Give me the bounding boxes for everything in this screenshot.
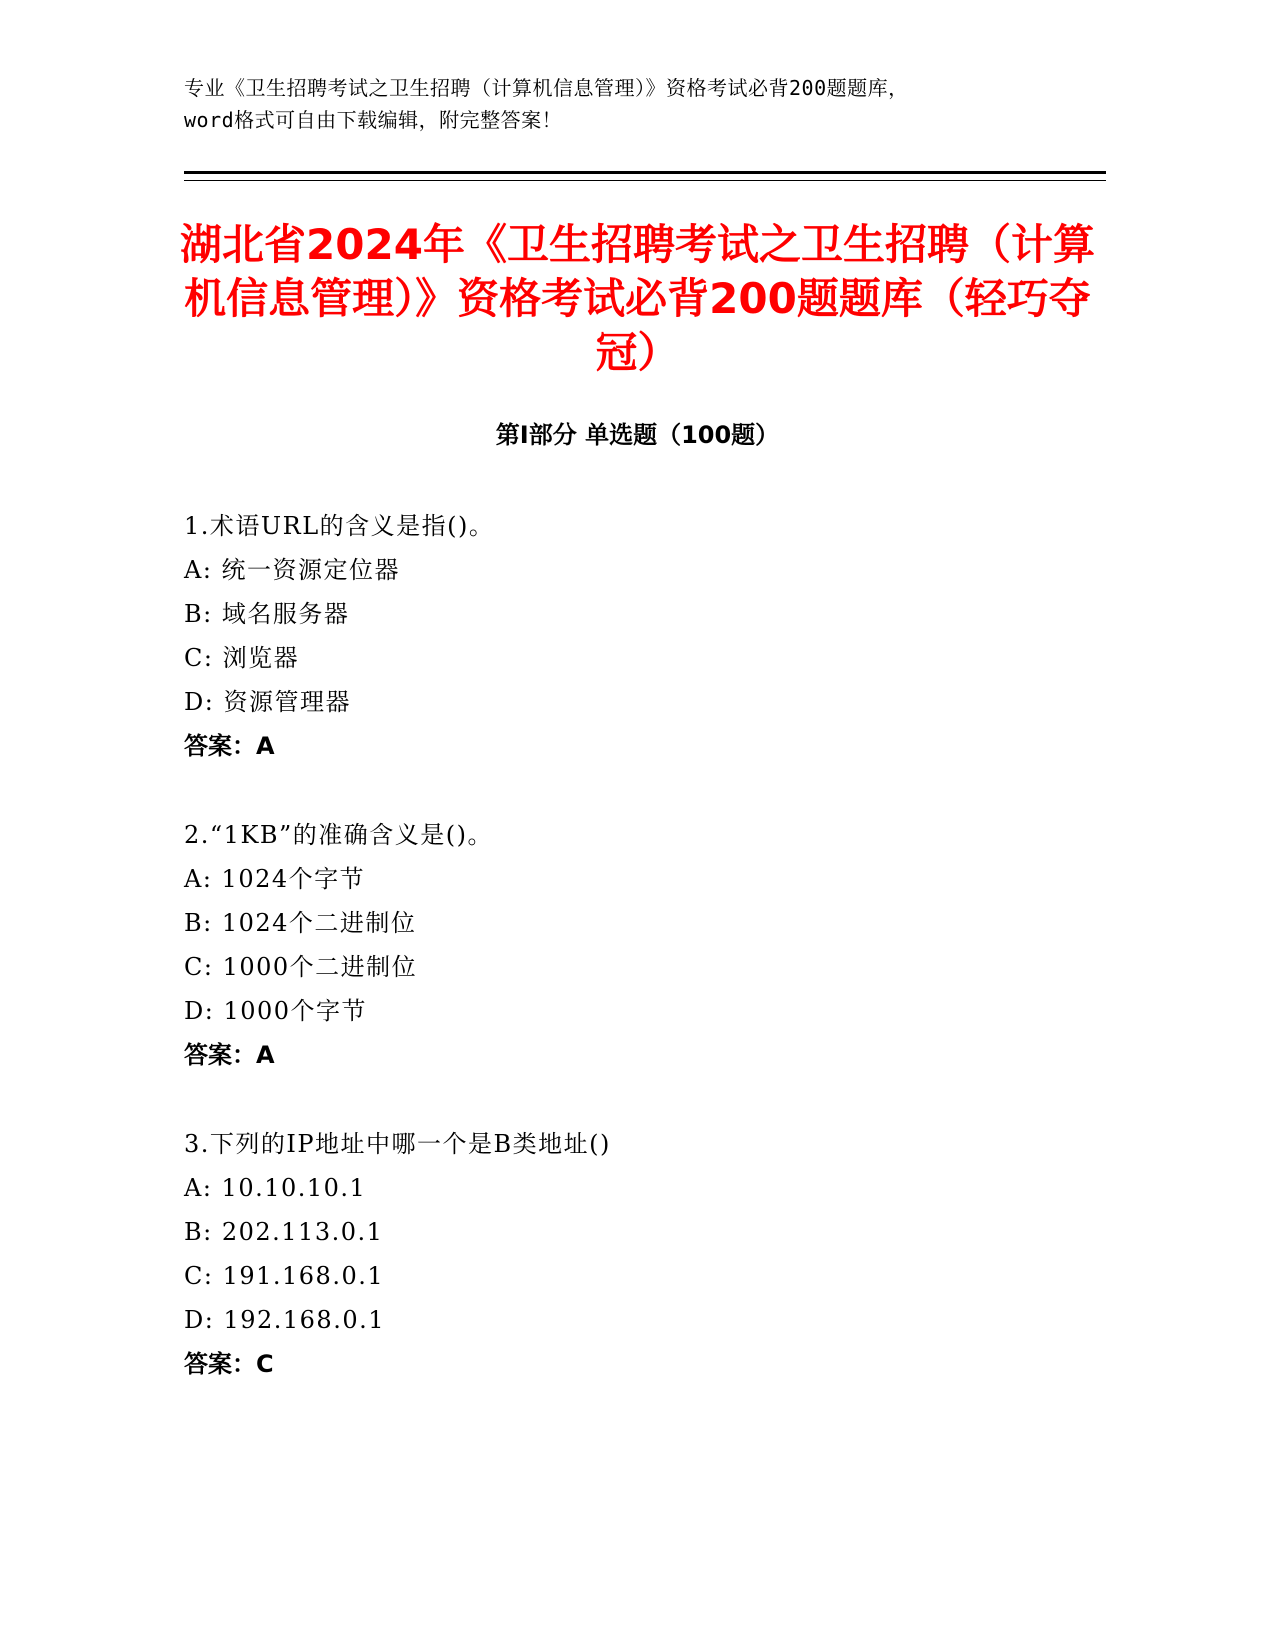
header-note [184,72,1104,136]
option-a: A: 1024个字节 [184,865,366,893]
option-b: B: 域名服务器 [184,600,350,628]
option-b: B: 1024个二进制位 [184,909,417,937]
option-d: D: 192.168.0.1 [184,1306,385,1334]
answer: 答案：A [184,732,275,760]
option-c: C: 浏览器 [184,644,300,672]
document-title: 湖北省2024年《卫生招聘考试之卫生招聘（计算机信息管理）》资格考试必背200题题库（轻巧夺冠） [180,220,1095,377]
option-d: D: 资源管理器 [184,688,351,716]
question-3 [184,1122,1104,1386]
header-note-line-1: 专业《卫生招聘考试之卫生招聘（计算机信息管理）》资格考试必背200题题库， [184,76,909,100]
section-title: 第Ⅰ部分 单选题（100题） [495,421,780,449]
question-1 [184,504,1104,768]
header-divider-thick [184,171,1106,174]
option-c: C: 1000个二进制位 [184,953,418,981]
header-divider-thin [184,180,1106,181]
option-c: C: 191.168.0.1 [184,1262,385,1290]
question-stem: 1.术语URL的含义是指()。 [184,512,495,540]
answer: 答案：A [184,1041,275,1069]
question-stem: 2.“1KB”的准确含义是()。 [184,821,493,849]
header-note-line-2: word格式可自由下载编辑，附完整答案！ [184,108,563,132]
question-stem: 3.下列的IP地址中哪一个是B类地址() [184,1130,611,1158]
question-list [184,504,1104,1431]
answer: 答案：C [184,1350,274,1378]
option-b: B: 202.113.0.1 [184,1218,384,1246]
option-a: A: 10.10.10.1 [184,1174,367,1202]
option-a: A: 统一资源定位器 [184,556,401,584]
option-d: D: 1000个字节 [184,997,368,1025]
question-2 [184,813,1104,1077]
